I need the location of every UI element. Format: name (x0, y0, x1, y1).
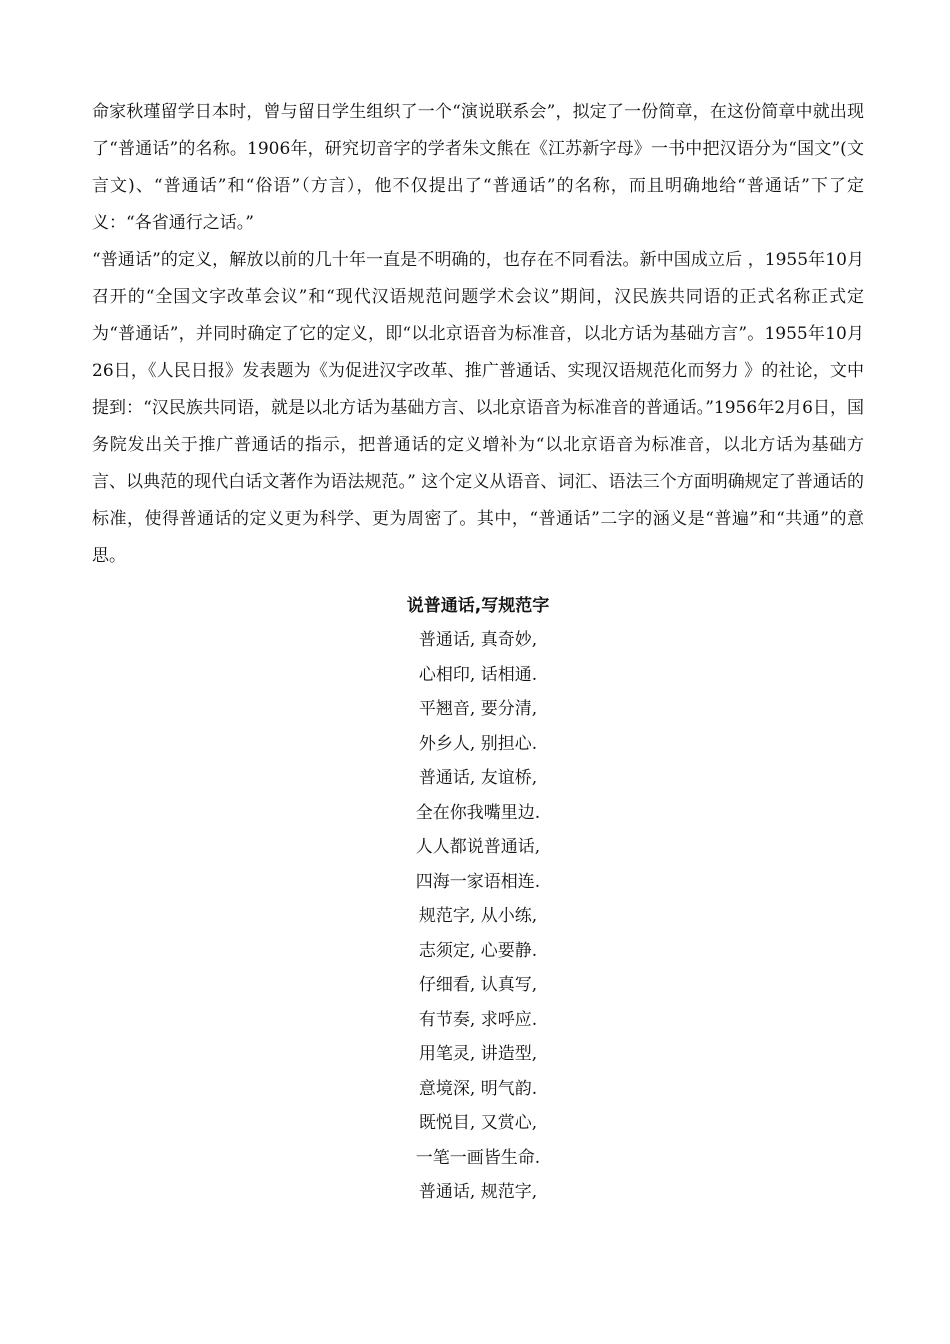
poem-line: 外乡人, 别担心. (418, 733, 538, 754)
poem-line: 用笔灵, 讲造型, (418, 1044, 538, 1064)
poem-title: 说普通话,写规范字 (406, 596, 550, 616)
document-page (92, 94, 864, 1210)
poem-line: 四海一家语相连. (415, 871, 541, 892)
poem-line: 仔细看, 认真写, (418, 975, 538, 995)
poem-line: 意境深, 明气韵. (418, 1078, 538, 1099)
poem-line: 人人都说普通话, (415, 837, 541, 857)
poem-line: 一笔一画皆生命. (415, 1147, 541, 1168)
poem-line: 既悦目, 又赏心, (418, 1113, 538, 1133)
poem-line: 普通话, 友谊桥, (418, 768, 538, 788)
poem-line: 全在你我嘴里边. (415, 802, 541, 823)
paragraph-history: 命家秋瑾留学日本时，曾与留日学生组织了一个“演说联系会”，拟定了一份简章，在这份简章中就出现了“普通话”的名称。1906年，研究切音字的学者朱文熊在《江苏新字母》一书中把汉语分为“国文”(文言文)、“普通话”和“俗语”（方言），他不仅提出了“普通话”的名称，而且明确地给“普通话”下了定义：“各省通行之话。” (92, 102, 864, 233)
poem-line: 规范字, 从小练, (418, 906, 538, 926)
poem-line: 有节奏, 求呼应. (418, 1009, 538, 1030)
poem-line: 心相印, 话相通. (418, 664, 538, 685)
poem-line: 普通话, 真奇妙, (418, 630, 538, 650)
poem-line: 普通话, 规范字, (418, 1182, 538, 1202)
poem-line: 平翘音, 要分清, (418, 699, 538, 719)
poem-line: 志须定, 心要静. (418, 940, 538, 961)
poem (92, 593, 864, 1210)
paragraph-definition: “普通话”的定义，解放以前的几十年一直是不明确的，也存在不同看法。新中国成立后 ，1955年10月召开的“全国文字改革会议”和“现代汉语规范问题学术会议”期间，汉民族共同语的正式名称正式定为“普通话”，并同时确定了它的定义，即“以北京语音为标准音，以北方话为基础方言”。1955年10月26日，《人民日报》发表题为《为促进汉字改革、推广普通话、实现汉语规范化而努力 》的社论，文中提到：“汉民族共同语，就是以北方话为基础方言、以北京语音为标准音的普通话。”1956年2月6日，国务院发出关于推广普通话的指示，把普通话的定义增补为“以北京语音为标准音，以北方话为基础方言、以典范的现代白话文著作为语法规范。” 这个定义从语音、词汇、语法三个方面明确规定了普通话的标准，使得普通话的定义更为科学、更为周密了。其中，“普通话”二字的涵义是“普遍”和“共通”的意思。 (92, 250, 864, 566)
